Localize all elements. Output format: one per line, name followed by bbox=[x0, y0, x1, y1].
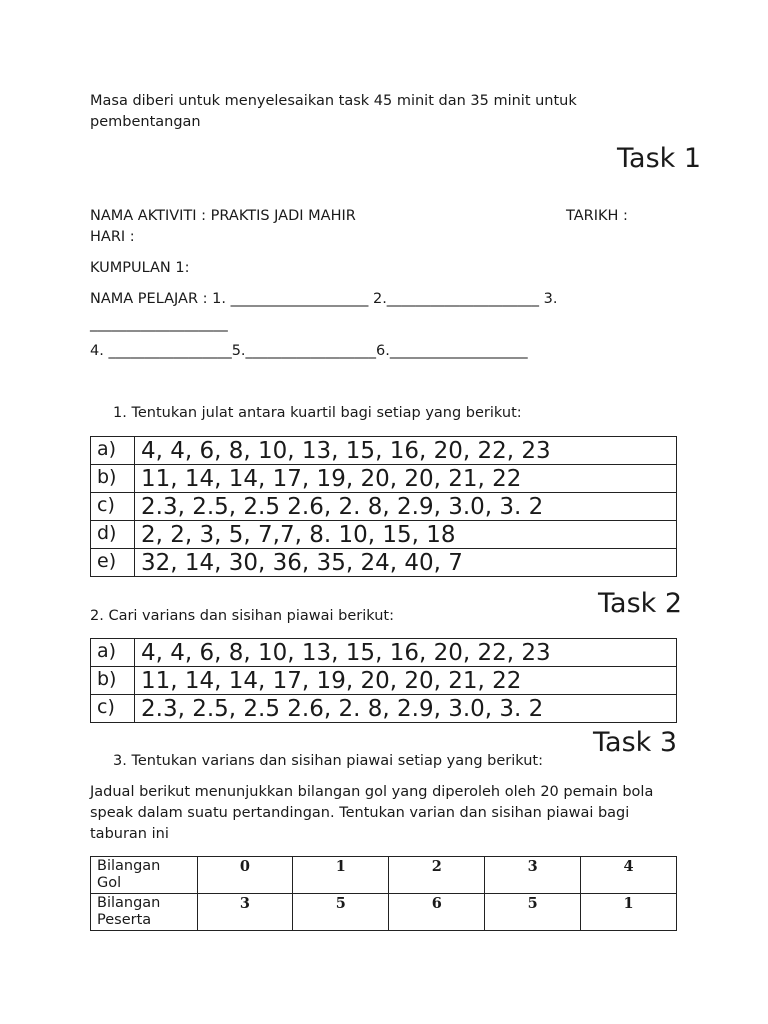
row-label: a) bbox=[91, 639, 135, 667]
row-value: 2, 2, 3, 5, 7,7, 8. 10, 15, 18 bbox=[135, 521, 677, 549]
row-label: c) bbox=[91, 493, 135, 521]
table-row-peserta bbox=[91, 894, 677, 931]
row-label: b) bbox=[91, 667, 135, 695]
table-cell: 2 bbox=[389, 857, 485, 894]
table-row bbox=[91, 639, 677, 667]
table-row bbox=[91, 521, 677, 549]
q1-prompt: 1. Tentukan julat antara kuartil bagi setiap yang berikut: bbox=[113, 405, 522, 421]
tarikh-label: TARIKH : bbox=[566, 208, 628, 224]
row-header-peserta: Bilangan Peserta bbox=[91, 894, 198, 931]
nama-pelajar-line2: ___________________ bbox=[90, 316, 228, 332]
q2-table bbox=[90, 638, 677, 723]
row-label: b) bbox=[91, 465, 135, 493]
row-value: 4, 4, 6, 8, 10, 13, 15, 16, 20, 22, 23 bbox=[135, 639, 677, 667]
table-cell: 1 bbox=[581, 894, 677, 931]
task3-title: Task 3 bbox=[593, 727, 678, 758]
table-cell: 0 bbox=[197, 857, 293, 894]
table-row bbox=[91, 465, 677, 493]
q3-prompt: 3. Tentukan varians dan sisihan piawai setiap yang berikut: bbox=[113, 753, 543, 769]
kumpulan-label: KUMPULAN 1: bbox=[90, 260, 190, 276]
row-label: d) bbox=[91, 521, 135, 549]
table-cell: 6 bbox=[389, 894, 485, 931]
q1-table bbox=[90, 436, 677, 577]
q2-prompt: 2. Cari varians dan sisihan piawai berikut: bbox=[90, 608, 395, 624]
row-value: 32, 14, 30, 36, 35, 24, 40, 7 bbox=[135, 549, 677, 577]
table-row bbox=[91, 437, 677, 465]
table-cell: 4 bbox=[581, 857, 677, 894]
row-header-gol: Bilangan Gol bbox=[91, 857, 198, 894]
row-value: 4, 4, 6, 8, 10, 13, 15, 16, 20, 22, 23 bbox=[135, 437, 677, 465]
row-value: 11, 14, 14, 17, 19, 20, 20, 21, 22 bbox=[135, 465, 677, 493]
table-cell: 5 bbox=[293, 894, 389, 931]
table-row bbox=[91, 667, 677, 695]
table-row bbox=[91, 549, 677, 577]
row-label: e) bbox=[91, 549, 135, 577]
table-row-gol bbox=[91, 857, 677, 894]
nama-pelajar-line3: 4. _________________5.__________________6.___________________ bbox=[90, 343, 528, 359]
row-value: 11, 14, 14, 17, 19, 20, 20, 21, 22 bbox=[135, 667, 677, 695]
intro-text: Masa diberi untuk menyelesaikan task 45 minit dan 35 minit untuk pembentangan bbox=[90, 93, 577, 130]
table-cell: 3 bbox=[485, 857, 581, 894]
table-cell: 5 bbox=[485, 894, 581, 931]
row-value: 2.3, 2.5, 2.5 2.6, 2. 8, 2.9, 3.0, 3. 2 bbox=[135, 493, 677, 521]
task1-title: Task 1 bbox=[617, 143, 702, 174]
task2-title: Task 2 bbox=[598, 588, 683, 619]
frequency-table bbox=[90, 856, 677, 931]
table-row bbox=[91, 695, 677, 723]
nama-aktiviti: NAMA AKTIVITI : PRAKTIS JADI MAHIR bbox=[90, 208, 356, 224]
row-label: c) bbox=[91, 695, 135, 723]
hari-label: HARI : bbox=[90, 229, 135, 245]
table-cell: 3 bbox=[197, 894, 293, 931]
q3-description: Jadual berikut menunjukkan bilangan gol yang diperoleh oleh 20 pemain bola speak dalam suatu pertandingan. Tentukan varian dan sisihan piawai bagi taburan ini bbox=[90, 784, 654, 842]
row-value: 2.3, 2.5, 2.5 2.6, 2. 8, 2.9, 3.0, 3. 2 bbox=[135, 695, 677, 723]
table-cell: 1 bbox=[293, 857, 389, 894]
table-row bbox=[91, 493, 677, 521]
nama-pelajar-line1: NAMA PELAJAR : 1. ___________________ 2._____________________ 3. bbox=[90, 291, 558, 307]
row-label: a) bbox=[91, 437, 135, 465]
